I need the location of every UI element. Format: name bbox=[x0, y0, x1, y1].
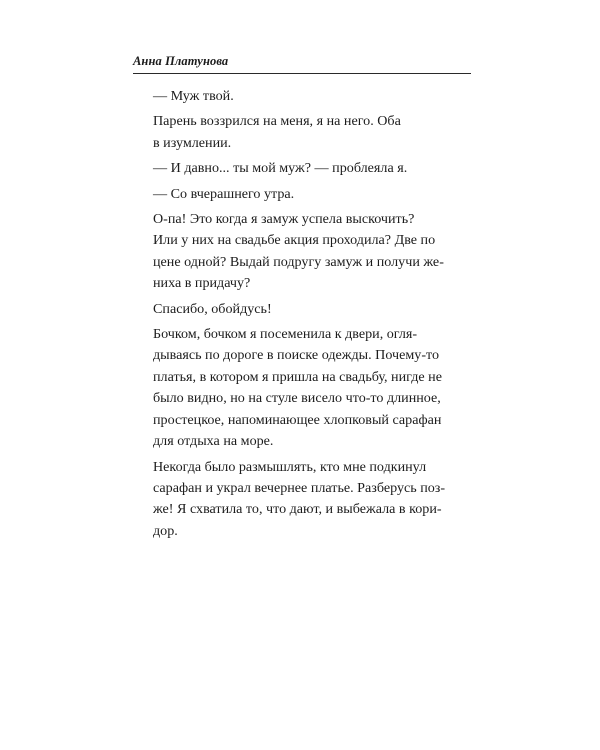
paragraph bbox=[133, 86, 471, 107]
text-line: простецкое, напоминающее хлопковый сарафан bbox=[153, 411, 442, 428]
paragraph bbox=[133, 324, 471, 452]
text-line: Некогда было размышлять, кто мне подкинул bbox=[153, 458, 427, 475]
text-line: дор. bbox=[153, 522, 178, 539]
text-line: в изумлении. bbox=[153, 134, 232, 151]
text-line: Бочком, бочком я посеменила к двери, огля- bbox=[153, 326, 418, 343]
text-line: цене одной? Выдай подругу замуж и получи же- bbox=[153, 253, 444, 270]
text-line: — Муж твой. bbox=[153, 88, 234, 104]
paragraph bbox=[133, 457, 471, 543]
text-line: — Со вчерашнего утра. bbox=[153, 185, 295, 202]
text-line: платья, в котором я пришла на свадьбу, нигде не bbox=[153, 368, 442, 385]
text-line: Спасибо, обойдусь! bbox=[153, 300, 272, 317]
paragraph bbox=[133, 111, 471, 154]
text-line: для отдыха на море. bbox=[153, 433, 274, 450]
paragraph bbox=[133, 184, 471, 205]
paragraph bbox=[133, 209, 471, 295]
text-line: дываясь по дороге в поиске одежды. Почему-то bbox=[153, 347, 440, 364]
body-text bbox=[133, 86, 471, 542]
text-line: сарафан и украл вечернее платье. Разберусь поз- bbox=[153, 479, 446, 496]
text-line: О-па! Это когда я замуж успела выскочить? bbox=[153, 211, 415, 228]
paragraph bbox=[133, 158, 471, 179]
running-head-author: Анна Платунова bbox=[133, 54, 229, 68]
text-line: — И давно... ты мой муж? — проблеяла я. bbox=[153, 160, 408, 177]
text-line: Или у них на свадьбе акция проходила? Две по bbox=[153, 232, 436, 249]
text-line: же! Я схватила то, что дают, и выбежала в кори- bbox=[153, 501, 442, 518]
text-line: Парень воззрился на меня, я на него. Оба bbox=[153, 113, 401, 130]
paragraph bbox=[133, 299, 471, 320]
header-rule bbox=[133, 73, 471, 74]
text-line: было видно, но на стуле висело что-то длинное, bbox=[153, 390, 441, 407]
text-line: ниха в придачу? bbox=[153, 275, 251, 292]
